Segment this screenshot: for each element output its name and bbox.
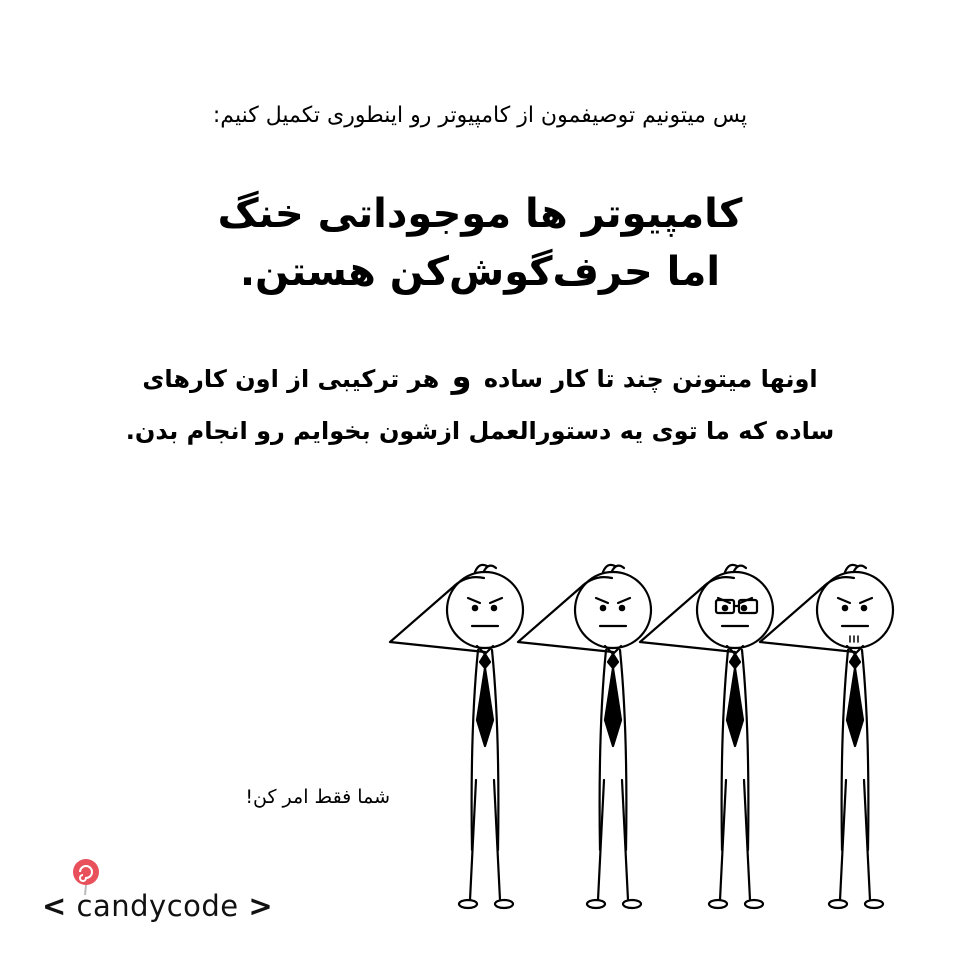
headline bbox=[0, 185, 960, 301]
logo-close-bracket: > bbox=[248, 889, 274, 923]
body-paragraph bbox=[110, 350, 850, 457]
intro-text: پس میتونیم توصیفمون از کامپیوتر رو اینطوری تکمیل کنیم: bbox=[212, 103, 748, 128]
logo-name: candycode bbox=[76, 889, 239, 923]
saluting-figures-illustration bbox=[380, 540, 920, 920]
headline-line-2: اما حرف‌گوش‌کن هستن. bbox=[239, 249, 721, 295]
figure-1 bbox=[390, 565, 523, 908]
figure-3 bbox=[640, 565, 773, 908]
logo-wordmark bbox=[42, 889, 273, 923]
figure-4 bbox=[760, 565, 893, 908]
logo-open-bracket: < bbox=[42, 889, 67, 923]
caption: شما فقط امر کن! bbox=[245, 786, 390, 808]
figure-2 bbox=[518, 565, 651, 908]
body-conjunction: و bbox=[451, 357, 472, 395]
body-part-1: اونها میتونن چند تا کار ساده bbox=[483, 365, 818, 393]
headline-line-1: کامپیوتر ها موجوداتی خنگ bbox=[217, 191, 743, 237]
candycode-logo bbox=[42, 855, 302, 935]
body-part-2: هر ترکیبی از اون کارهای ساده که ما توی یه دستورالعمل ازشون بخوایم رو انجام بدن. bbox=[125, 365, 835, 445]
